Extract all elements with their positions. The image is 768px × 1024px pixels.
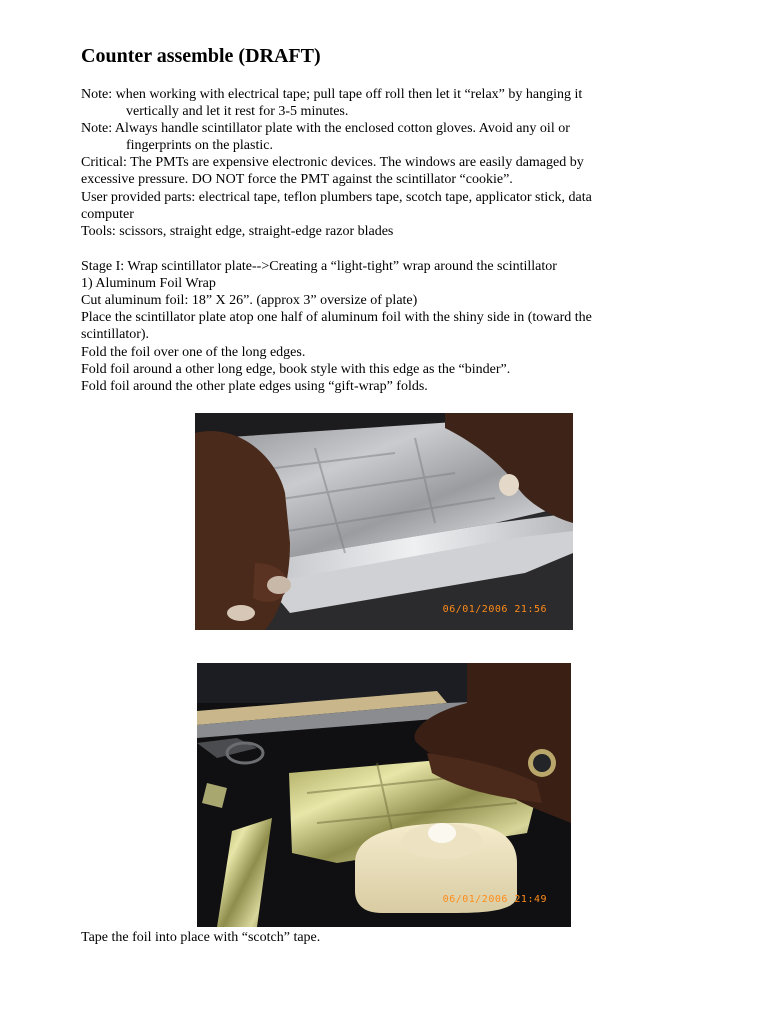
critical-line: excessive pressure. DO NOT force the PMT against the scintillator “cookie”.: [81, 172, 513, 187]
instruction-line: Place the scintillator plate atop one half of aluminum foil with the shiny side in (toward the: [81, 310, 592, 325]
parts-line: User provided parts: electrical tape, teflon plumbers tape, scotch tape, applicator stick, data: [81, 190, 592, 205]
note-line: vertically and let it rest for 3-5 minutes.: [126, 104, 349, 119]
stage-heading: Stage I: Wrap scintillator plate-->Creating a “light-tight” wrap around the scintillator: [81, 259, 557, 274]
step-heading: 1) Aluminum Foil Wrap: [81, 276, 216, 291]
note-line: Note: when working with electrical tape; pull tape off roll then let it “relax” by hanging it: [81, 87, 583, 102]
instruction-line: Fold the foil over one of the long edges.: [81, 345, 306, 360]
parts-line: computer: [81, 207, 134, 222]
photo-foil-taping-image: [197, 663, 571, 927]
instruction-line: scintillator).: [81, 327, 150, 342]
note-line: Note: Always handle scintillator plate with the enclosed cotton gloves. Avoid any oil or: [81, 121, 570, 136]
note-line: fingerprints on the plastic.: [126, 138, 273, 153]
instruction-line: Fold foil around a other long edge, book style with this edge as the “binder”.: [81, 362, 511, 377]
tools-line: Tools: scissors, straight edge, straight-edge razor blades: [81, 224, 394, 239]
photo-foil-folding: [195, 413, 573, 630]
photo-foil-folding-timestamp: 06/01/2006 21:56: [442, 604, 547, 615]
critical-line: Critical: The PMTs are expensive electronic devices. The windows are easily damaged by: [81, 155, 584, 170]
instruction-line: Cut aluminum foil: 18” X 26”. (approx 3” oversize of plate): [81, 293, 418, 308]
document-title: Counter assemble (DRAFT): [81, 45, 321, 67]
photo-caption: Tape the foil into place with “scotch” tape.: [81, 930, 321, 945]
photo-foil-folding-image: [195, 413, 573, 630]
photo-foil-taping-timestamp: 06/01/2006 21:49: [442, 894, 547, 905]
instruction-line: Fold foil around the other plate edges using “gift-wrap” folds.: [81, 379, 428, 394]
photo-foil-taping: [197, 663, 571, 927]
